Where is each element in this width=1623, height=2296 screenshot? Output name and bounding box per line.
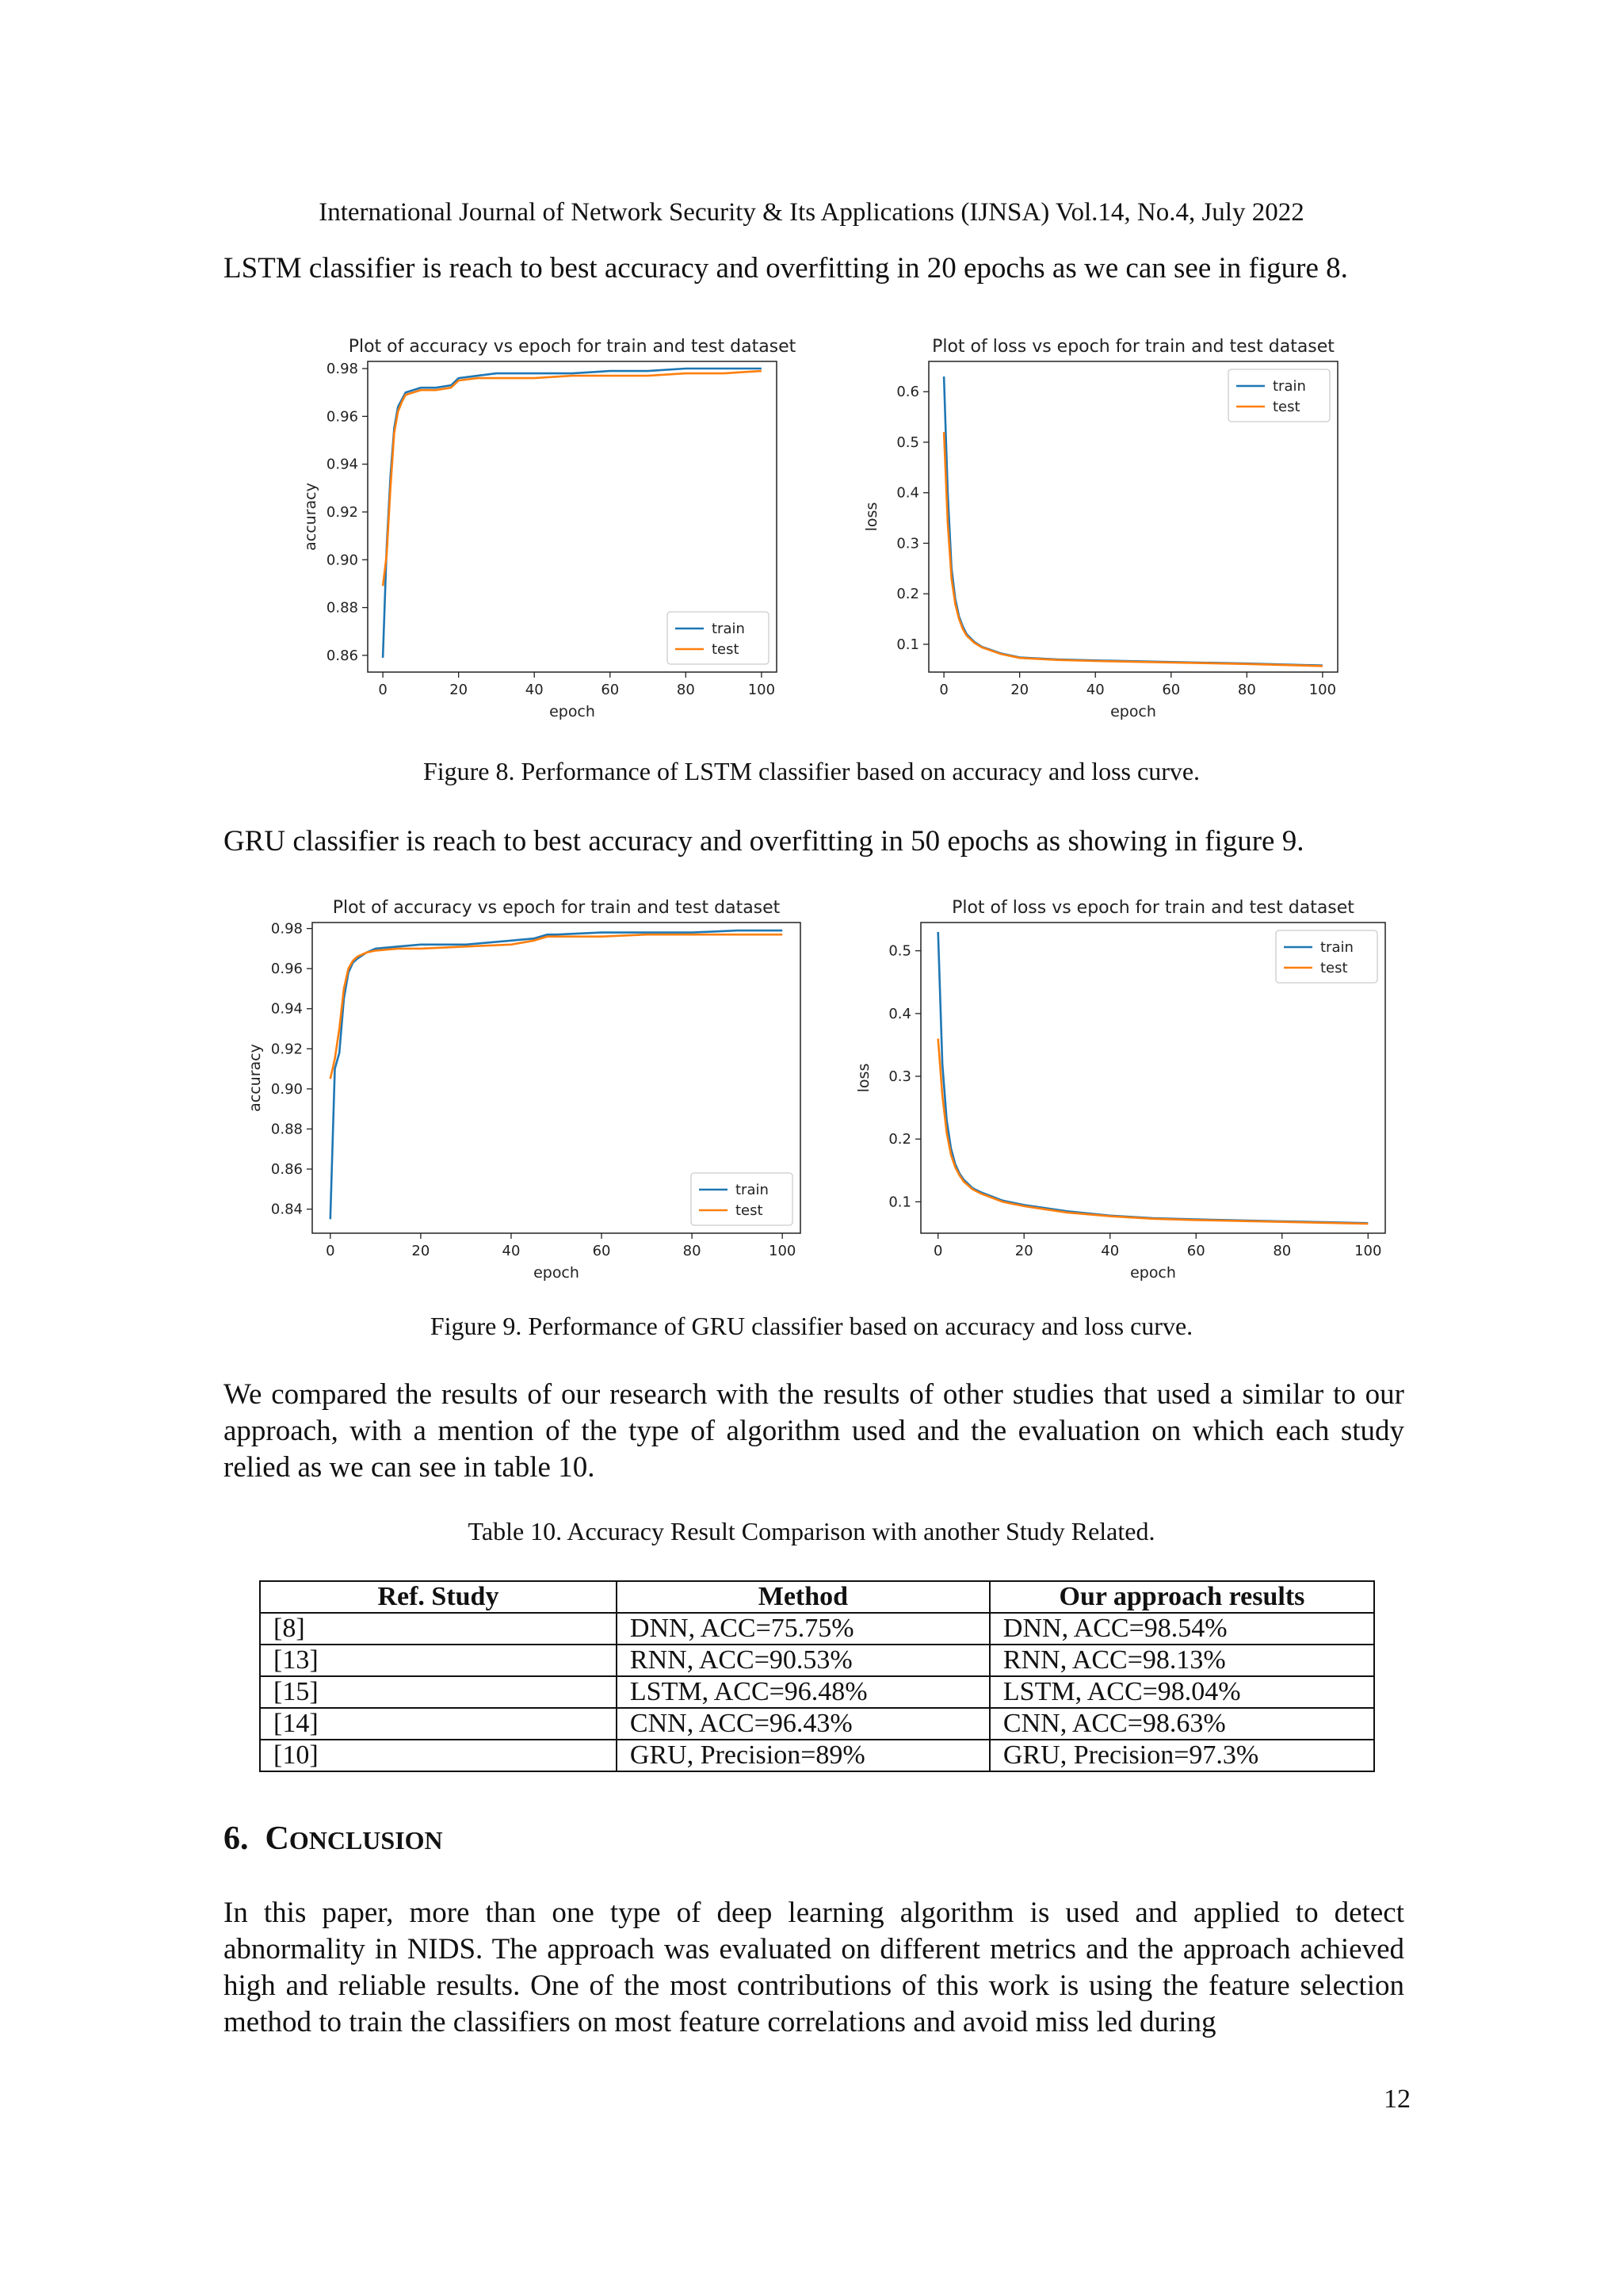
x-tick-label: 80 (682, 1243, 701, 1259)
section-heading (223, 1820, 443, 1858)
y-tick-label: 0.3 (888, 1068, 911, 1086)
table-row (260, 1613, 1374, 1645)
table-cell: GRU, Precision=97.3% (990, 1740, 1374, 1771)
y-axis-label: accuracy (302, 483, 319, 551)
chart-title: Plot of accuracy vs epoch for train and test dataset (332, 898, 781, 918)
y-tick-label: 0.5 (888, 942, 911, 960)
series-line-test (330, 934, 782, 1079)
y-tick-label: 0.86 (270, 1161, 303, 1179)
table-cell: GRU, Precision=89% (617, 1740, 990, 1771)
table-cell: RNN, ACC=90.53% (617, 1645, 990, 1676)
y-tick-label: 0.96 (270, 961, 303, 978)
chart-title: Plot of loss vs epoch for train and test dataset (932, 337, 1335, 357)
table-cell: LSTM, ACC=96.48% (617, 1676, 990, 1708)
y-axis-label: loss (855, 1063, 873, 1093)
y-tick-label: 0.5 (896, 434, 919, 451)
x-tick-label: 80 (676, 682, 695, 698)
gru-loss-svg (848, 888, 1395, 1284)
legend-label: train (1320, 939, 1354, 956)
table-row (260, 1708, 1374, 1740)
table-header-row (260, 1581, 1374, 1613)
x-tick-label: 40 (502, 1243, 521, 1259)
y-tick-label: 0.88 (326, 599, 358, 617)
journal-header: International Journal of Network Security & Its Applications (IJNSA) Vol.14, No.4, July 2022 (319, 198, 1304, 227)
y-axis-label: accuracy (246, 1044, 264, 1112)
table-cell: LSTM, ACC=98.04% (990, 1676, 1374, 1708)
x-tick-label: 80 (1273, 1243, 1292, 1259)
table-cell: [10] (260, 1740, 617, 1771)
x-tick-label: 100 (769, 1243, 796, 1259)
series-line-test (938, 1039, 1369, 1224)
figure8-caption: Figure 8. Performance of LSTM classifier based on accuracy and loss curve. (422, 757, 1201, 785)
table-cell: [15] (260, 1676, 617, 1708)
y-tick-label: 0.4 (888, 1005, 911, 1022)
table-header-cell: Ref. Study (260, 1581, 617, 1613)
x-axis-label: epoch (549, 703, 595, 720)
legend-label: test (1273, 399, 1300, 415)
x-tick-label: 60 (1162, 682, 1181, 698)
y-tick-label: 0.90 (326, 552, 358, 569)
x-tick-label: 0 (933, 1243, 943, 1259)
legend-label: test (712, 641, 739, 658)
gru-accuracy-chart (239, 888, 810, 1284)
y-tick-label: 0.88 (270, 1121, 303, 1138)
legend-label: test (735, 1202, 763, 1219)
comparison-table (259, 1580, 1375, 1772)
y-tick-label: 0.2 (888, 1131, 911, 1148)
lstm-loss-chart (856, 327, 1347, 723)
table-cell: CNN, ACC=96.43% (617, 1708, 990, 1740)
y-tick-label: 0.4 (896, 484, 919, 502)
x-tick-label: 20 (1010, 682, 1029, 698)
table-row (260, 1676, 1374, 1708)
table-row (260, 1740, 1374, 1771)
x-tick-label: 0 (326, 1243, 335, 1259)
table-cell: [14] (260, 1708, 617, 1740)
gru-accuracy-svg (239, 888, 810, 1284)
gru-intro-paragraph: GRU classifier is reach to best accuracy and overfitting in 50 epochs as showing in figure 9. (223, 825, 1304, 858)
legend-label: train (1273, 378, 1306, 395)
chart-title: Plot of loss vs epoch for train and test dataset (952, 898, 1354, 918)
x-tick-label: 20 (449, 682, 468, 698)
legend-label: train (735, 1182, 769, 1198)
x-tick-label: 20 (411, 1243, 430, 1259)
table-header-cell: Our approach results (990, 1581, 1374, 1613)
y-tick-label: 0.90 (270, 1080, 303, 1098)
y-tick-label: 0.94 (326, 456, 358, 473)
x-axis-label: epoch (533, 1264, 579, 1282)
lstm-loss-svg (856, 327, 1347, 723)
y-tick-label: 0.92 (270, 1041, 303, 1058)
y-tick-label: 0.98 (270, 920, 303, 938)
y-axis-label: loss (863, 502, 880, 532)
legend-label: test (1320, 960, 1348, 976)
x-tick-label: 60 (592, 1243, 611, 1259)
x-tick-label: 0 (939, 682, 949, 698)
table-row (260, 1645, 1374, 1676)
x-tick-label: 20 (1014, 1243, 1033, 1259)
section-title-first: C (265, 1820, 289, 1857)
y-tick-label: 0.94 (270, 1000, 303, 1018)
x-axis-label: epoch (1130, 1264, 1176, 1282)
y-tick-label: 0.3 (896, 535, 919, 552)
x-tick-label: 100 (1354, 1243, 1382, 1259)
chart-title: Plot of accuracy vs epoch for train and test dataset (348, 337, 796, 357)
y-tick-label: 0.1 (896, 636, 919, 653)
table-cell: DNN, ACC=75.75% (617, 1613, 990, 1645)
x-tick-label: 100 (747, 682, 776, 698)
comparison-paragraph: We compared the results of our research with the results of other studies that used a similar to our approach, with a mention of the type of algorithm used and the evaluation on which each study relied as we can see in table 10. (223, 1378, 1404, 1484)
x-tick-label: 0 (378, 682, 388, 698)
legend-label: train (712, 621, 745, 637)
y-tick-label: 0.96 (326, 408, 358, 426)
series-line-test (383, 371, 762, 586)
x-tick-label: 60 (601, 682, 620, 698)
series-line-test (944, 432, 1323, 666)
table-cell: [8] (260, 1613, 617, 1645)
x-tick-label: 40 (525, 682, 544, 698)
lstm-intro-paragraph: LSTM classifier is reach to best accuracy and overfitting in 20 epochs as we can see in figure 8. (223, 252, 1348, 285)
x-tick-label: 40 (1101, 1243, 1120, 1259)
table-cell: [13] (260, 1645, 617, 1676)
lstm-accuracy-svg (295, 327, 796, 723)
y-tick-label: 0.98 (326, 361, 358, 378)
x-tick-label: 40 (1086, 682, 1105, 698)
gru-loss-chart (848, 888, 1395, 1284)
y-tick-label: 0.86 (326, 647, 358, 664)
y-tick-label: 0.92 (326, 503, 358, 521)
table10-caption: Table 10. Accuracy Result Comparison with another Study Related. (468, 1517, 1155, 1545)
page-number: 12 (1384, 2084, 1411, 2114)
x-tick-label: 60 (1186, 1243, 1205, 1259)
table-header-cell: Method (617, 1581, 990, 1613)
x-tick-label: 100 (1308, 682, 1337, 698)
conclusion-paragraph: In this paper, more than one type of deep learning algorithm is used and applied to detect abnormality in NIDS. The approach was evaluated on different metrics and the approach achieved high and reliable results. One of the most contributions of this work is using the feature selection method to train the classifiers on most feature correlations and avoid miss led during (223, 1897, 1404, 2038)
figure9-caption: Figure 9. Performance of GRU classifier based on accuracy and loss curve. (430, 1312, 1193, 1340)
x-axis-label: epoch (1110, 703, 1156, 720)
y-tick-label: 0.6 (896, 384, 919, 401)
lstm-accuracy-chart (295, 327, 796, 723)
comparison-table-wrap (259, 1580, 1375, 1772)
section-number: 6. (223, 1820, 249, 1857)
table-cell: RNN, ACC=98.13% (990, 1645, 1374, 1676)
x-tick-label: 80 (1237, 682, 1256, 698)
table-cell: DNN, ACC=98.54% (990, 1613, 1374, 1645)
y-tick-label: 0.84 (270, 1201, 303, 1218)
y-tick-label: 0.2 (896, 586, 919, 603)
y-tick-label: 0.1 (888, 1194, 911, 1211)
table-cell: CNN, ACC=98.63% (990, 1708, 1374, 1740)
section-title-rest: ONCLUSION (288, 1826, 443, 1855)
